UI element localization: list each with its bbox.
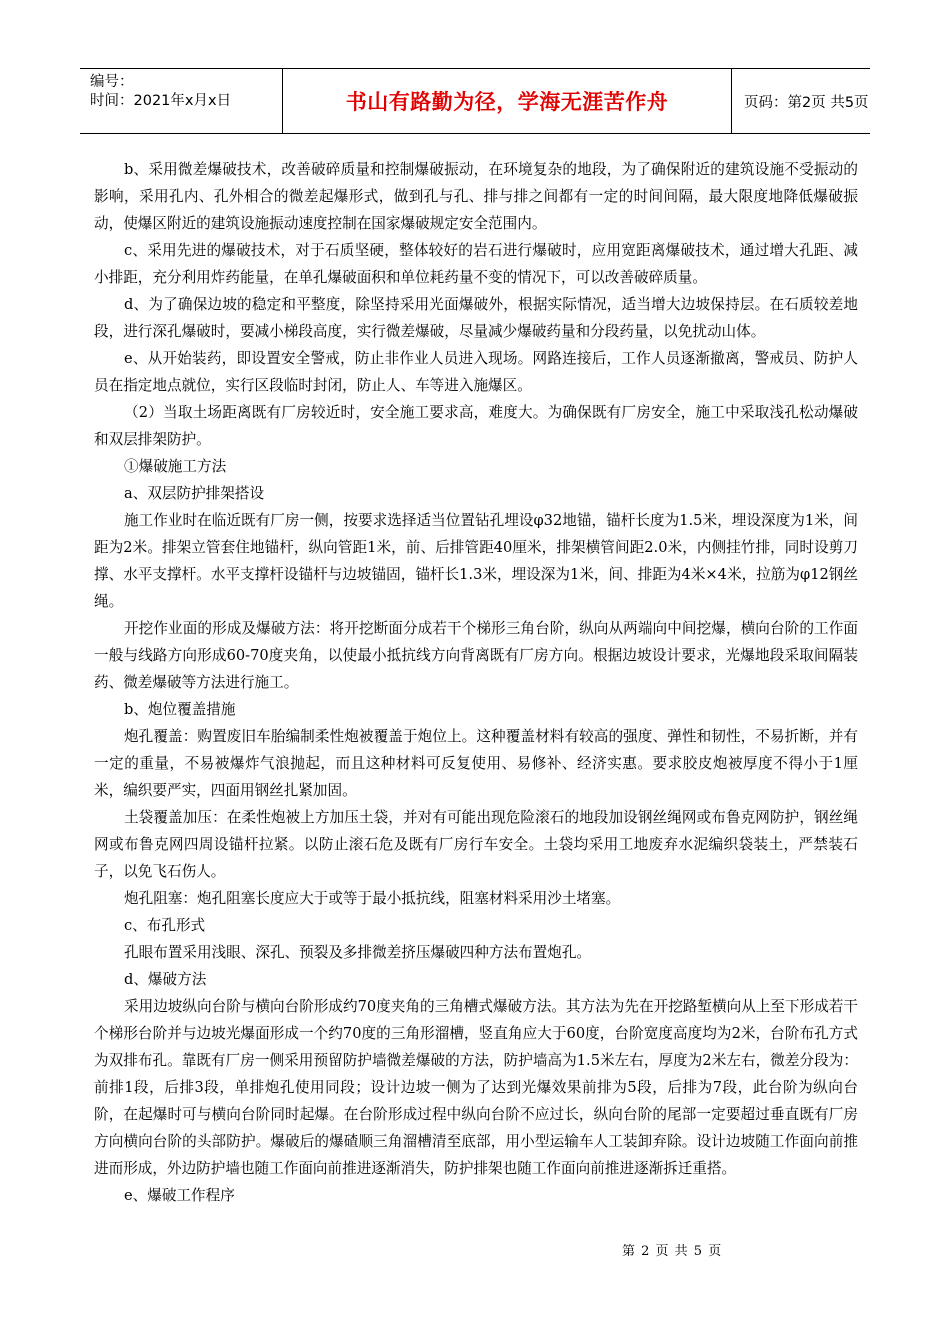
paragraph: 炮孔覆盖：购置废旧车胎编制柔性炮被覆盖于炮位上。这种覆盖材料有较高的强度、弹性和韧性，不易折断，并有一定的重量，不易被爆炸气浪抛起，而且这种材料可反复使用、易修补、经济实惠。要求胶皮炮被厚度不得小于1厘米，编织要严实，四面用钢丝扎紧加固。 (94, 728, 858, 799)
paragraph: 炮孔阻塞：炮孔阻塞长度应大于或等于最小抵抗线，阻塞材料采用沙土堵塞。 (124, 890, 621, 907)
paragraph: 采用边坡纵向台阶与横向台阶形成约70度夹角的三角槽式爆破方法。其方法为先在开挖路堑横向从上至下形成若干个梯形台阶并与边坡光爆面形成一个约70度的三角形溜槽，竖直角应大于60度，台阶宽度高度均为2米，台阶布孔方式为双排布孔。靠既有厂房一侧采用预留防护墙微差爆破的方法，防护墙高为1.5米左右，厚度为2米左右，微差分段为：前排1段，后排3段，单排炮孔使用同段；设计边坡一侧为了达到光爆效果前排为5段，后排为7段，此台阶为纵向台阶，在起爆时可与横向台阶同时起爆。在台阶形成过程中纵向台阶不应过长，纵向台阶的尾部一定要超过垂直既有厂房方向横向台阶的头部防护。爆破后的爆碴顺三角溜槽清至底部，用小型运输车人工装卸弃除。设计边坡随工作面向前推进而形成，外边防护墙也随工作面向前推进逐渐消失，防护排架也随工作面向前推进逐渐拆迁重搭。 (94, 998, 858, 1177)
page-footer: 第 2 页 共 5 页 (622, 1244, 723, 1259)
document-body (94, 156, 858, 1209)
section-heading: ①爆破施工方法 (124, 458, 227, 475)
paragraph: b、采用微差爆破技术，改善破碎质量和控制爆破振动，在环境复杂的地段，为了确保附近的建筑设施不受振动的影响，采用孔内、孔外相合的微差起爆形式，做到孔与孔、排与排之间都有一定的时间间隔，最大限度地降低爆破振动，使爆区附近的建筑设施振动速度控制在国家爆破规定安全范围内。 (94, 161, 858, 232)
subsection-heading: b、炮位覆盖措施 (124, 701, 236, 718)
paragraph: e、从开始装药，即设置安全警戒，防止非作业人员进入现场。网路连接后，工作人员逐渐撤离，警戒员、防护人员在指定地点就位，实行区段临时封闭，防止人、车等进入施爆区。 (94, 350, 858, 394)
header-page-info: 页码：第2页 共5页 (744, 94, 869, 111)
paragraph: c、采用先进的爆破技术，对于石质坚硬，整体较好的岩石进行爆破时，应用宽距离爆破技术，通过增大孔距、减小排距，充分利用炸药能量，在单孔爆破面积和单位耗药量不变的情况下，可以改善破碎质量。 (94, 242, 858, 286)
header-motto: 书山有路勤为径，学海无涯苦作舟 (283, 69, 732, 133)
paragraph: 施工作业时在临近既有厂房一侧，按要求选择适当位置钻孔埋设φ32地锚，锚杆长度为1.5米，埋设深度为1米，间距为2米。排架立管套住地锚杆，纵向管距1米，前、后排管距40厘米，排架横管间距2.0米，内侧挂竹排，同时设剪刀撑、水平支撑杆。水平支撑杆设锚杆与边坡锚固，锚杆长1.3米，埋设深为1米，间、排距为4米×4米，拉筋为φ12钢丝绳。 (94, 512, 858, 610)
subsection-heading: d、爆破方法 (124, 971, 207, 988)
paragraph: d、为了确保边坡的稳定和平整度，除坚持采用光面爆破外，根据实际情况，适当增大边坡保持层。在石质较差地段，进行深孔爆破时，要减小梯段高度，实行微差爆破，尽量减少爆破药量和分段药量，以免扰动山体。 (94, 296, 858, 340)
document-number-label: 编号： (90, 74, 134, 90)
page-header (80, 68, 870, 134)
paragraph: 土袋覆盖加压：在柔性炮被上方加压土袋，并对有可能出现危险滚石的地段加设钢丝绳网或布鲁克网防护，钢丝绳网或布鲁克网四周设锚杆拉紧。以防止滚石危及既有厂房行车安全。土袋均采用工地废弃水泥编织袋装土，严禁装石子，以免飞石伤人。 (94, 809, 858, 880)
paragraph: 孔眼布置采用浅眼、深孔、预裂及多排微差挤压爆破四种方法布置炮孔。 (124, 944, 592, 961)
subsection-heading: c、布孔形式 (124, 917, 206, 934)
paragraph: （2）当取土场距离既有厂房较近时，安全施工要求高，难度大。为确保既有厂房安全，施工中采取浅孔松动爆破和双层排架防护。 (94, 404, 858, 448)
header-meta (80, 69, 283, 133)
subsection-heading: e、爆破工作程序 (124, 1187, 235, 1204)
subsection-heading: a、双层防护排架搭设 (124, 485, 265, 502)
paragraph: 开挖作业面的形成及爆破方法：将开挖断面分成若干个梯形三角台阶，纵向从两端向中间挖爆，横向台阶的工作面一般与线路方向形成60-70度夹角，以使最小抵抗线方向背离既有厂房方向。根据边坡设计要求，光爆地段采取间隔装药、微差爆破等方法进行施工。 (94, 620, 858, 691)
document-date: 时间：2021年x月x日 (90, 93, 232, 109)
